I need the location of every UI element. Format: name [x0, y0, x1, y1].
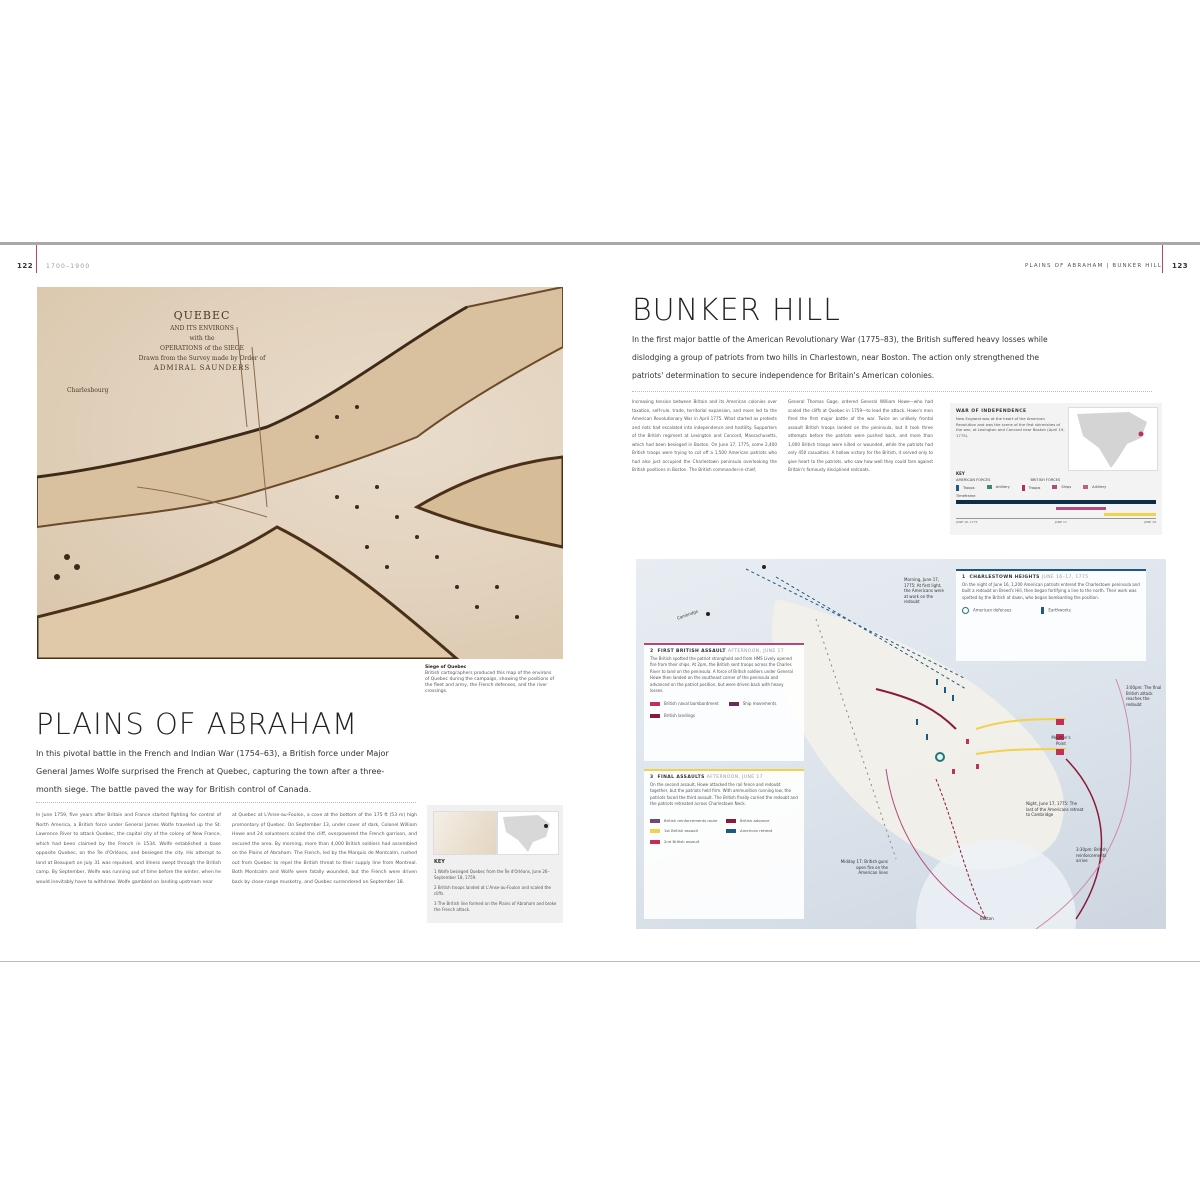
earthworks-icon	[1041, 607, 1044, 614]
second-assault-icon	[650, 840, 660, 844]
body-column-1: In June 1759, five years after Britain and France started fighting for control of North America, a British force under General James Wolfe traveled up the St. Lawrence River to attack Quebec, the capital city of the colony of New France, which had been claimed by the French in 1534. Wolfe established a base opposite Quebec, on the Île d'Orléans, and besieged the city. His attempt to land at Beauport on July 31 was repulsed, and illness swept through the British camp. By September, Wolfe was running out of time before the winter, when he would inevitably have to withdraw. Wolfe gambled on landing upstream near	[36, 813, 221, 885]
locator-map	[1068, 407, 1158, 471]
running-head: 1700–1900	[46, 263, 91, 270]
intro-text: In the first major battle of the American Revolutionary War (1775–83), the British suffered heavy losses while dislodging a group of patriots from two hills in Charlestown, near Boston. The action only strengthened the patriots' determination to secure independence for Britain's American colonies.	[632, 335, 1048, 380]
panel-number: 1	[962, 575, 966, 580]
legend-item	[962, 607, 1011, 614]
british-ships-icon	[1052, 485, 1057, 489]
panel-text: On the second assault, Howe attacked the rail fence and redoubt together, but the patriots held firm. With ammunition running low, the patriots faced the third assault. The British finally carried the redoubt and the patriots retreated across Charlestown Neck.	[650, 781, 798, 806]
timeline-label: Timeframe	[956, 494, 976, 498]
panel-text: On the night of June 16, 1,200 American patriots entered the Charlestown peninsula and built a redoubt on Breed's Hill, then began fortifying a line to the north. Their work was spotted by the British at dawn, who began bombarding the position.	[962, 581, 1140, 600]
key-item	[1052, 485, 1071, 491]
american-troops-icon	[956, 485, 959, 491]
cartouche-line: with the	[189, 335, 215, 342]
body-column-2: General Thomas Gage, ordered General William Howe—who had scaled the cliffs at Quebec in 1759—to lead the attack. Howe's men fired the first major battle of the war. Twice an unlikely frontal assault British troops landed on the peninsula, but it took three attempts before the patriots were pushed back, and more than 1,000 British troops were killed or wounded, while the patriots had only 450 casualties. A hollow victory for the British, it served only to give heart to the patriots, who saw how well they could fare against Britain's famously disciplined redcoats.	[788, 399, 933, 472]
legend-label: American retreat	[740, 828, 773, 833]
page-number: 122	[17, 262, 34, 270]
caption-text: British cartographers produced this map of the environs of Quebec during the campaign, showing the positions of the fleet and army, the French defenses, and the river crossings.	[425, 671, 555, 694]
panel-number: 3	[650, 775, 654, 780]
key-item	[956, 485, 975, 491]
sidebar-key	[434, 859, 558, 913]
legend-label: 2nd British assault	[664, 838, 700, 844]
intro-text: In this pivotal battle in the French and Indian War (1754–63), a British force under Major General James Wolfe surprised the French at Quebec, capturing the town after a three-month siege. The battle paved the way for British control of Canada.	[36, 749, 389, 794]
british-landing-icon	[650, 714, 660, 718]
body-column-1: Increasing tension between Britain and its American colonies over taxation, self-rule, trade, territorial expansion, and more led to the American Revolutionary War in April 1775. What started as protests and riots had escalated into independence and hostility. Supporters of the British regiment at Lexington and Concord, Massachusetts, which had been besieged in Boston. On June 17, 1775, some 2,400 British troops were trying to cut off a 1,500 American patriots who had also just occupied the Charlestown peninsula overlooking the British positions in Boston. The British commander-in-chief,	[632, 399, 777, 472]
key-label: Troops	[963, 486, 975, 490]
timeline-blue	[956, 500, 1156, 504]
book-spread	[0, 242, 1200, 962]
timeline-tick: JUNE 17	[1054, 520, 1067, 524]
panel-date: AFTERNOON, JUNE 17	[706, 775, 763, 780]
legend-label: British reinforcements route	[664, 817, 718, 823]
quebec-historic-map	[37, 287, 563, 659]
running-head: PLAINS OF ABRAHAM | BUNKER HILL	[1024, 263, 1162, 269]
place-label: Cambridge	[676, 608, 699, 621]
sidebar-text: New England was at the heart of the American Revolution and was the scene of the first skirmishes of the war, at Lexington and Concord near Boston (April 19, 1775).	[956, 416, 1065, 438]
reinforcement-route-icon	[650, 819, 660, 823]
british-advance-icon	[726, 819, 736, 823]
locator-map	[497, 811, 559, 855]
legend-label: Earthworks	[1048, 607, 1071, 613]
british-troops-icon	[1022, 485, 1025, 491]
key-group-label: BRITISH FORCES	[1030, 478, 1061, 482]
key-item: 3 The British line formed on the Plains of Abraham and broke the French attack.	[434, 901, 557, 912]
cartouche-line: AND ITS ENVIRONS	[170, 325, 234, 332]
panel-number: 2	[650, 649, 654, 654]
detail-thumbnail	[433, 811, 497, 855]
sidebar-key	[956, 471, 1156, 526]
page-number: 123	[1172, 262, 1189, 270]
legend-item	[650, 839, 722, 846]
map-label: Charlesbourg	[67, 387, 109, 394]
legend-label: British naval bombardment	[664, 700, 719, 706]
locator-sidebar	[427, 805, 563, 923]
panel-first-assault	[644, 643, 804, 761]
cartouche-line: Drawn from the Survey made by Order of	[138, 355, 266, 362]
cartouche-title: QUEBEC	[173, 309, 231, 322]
american-artillery-icon	[987, 485, 992, 489]
panel-final-assaults	[644, 769, 804, 919]
american-retreat-icon	[726, 829, 736, 833]
legend-label: British landings	[664, 713, 695, 718]
annotation-night: Night, June 17, 1775: The last of the Americans retreat to Cambridge	[1026, 801, 1084, 817]
page-title: BUNKER HILL	[632, 293, 841, 328]
legend-item	[729, 701, 777, 708]
legend-item	[650, 828, 722, 835]
british-artillery-icon	[1083, 485, 1088, 489]
annotation-morning: Morning, June 17, 1775: At first light, the Americans were at work on the redoubt	[904, 577, 944, 604]
bunker-hill-battle-map	[636, 559, 1166, 929]
place-label: Boston	[980, 916, 994, 921]
key-label: Artillery	[995, 485, 1010, 489]
key-label: Artillery	[1092, 485, 1107, 489]
legend-item	[650, 818, 722, 825]
key-label: Ships	[1061, 485, 1072, 489]
map-cartouche	[92, 309, 312, 372]
panel-text: The British spotted the patriot stronghold and from HMS Lively opened fire from their ships. At 2pm, the British sent troops across the Charles River to land on the peninsula. A force of British soldiers under General Howe then landed on the southeast corner of the peninsula and advanced on the patriot position, but were driven back with heavy losses.	[650, 655, 793, 693]
panel-date: AFTERNOON, JUNE 17	[727, 649, 785, 654]
redoubt-icon	[962, 607, 969, 614]
timeline-bar	[956, 500, 1156, 526]
right-page	[600, 245, 1200, 961]
first-assault-icon	[650, 829, 660, 833]
legend-item	[726, 818, 798, 825]
key-item	[1083, 485, 1106, 491]
key-item: 2 British troops landed at L'Anse-au-Foulon and scaled the cliffs.	[434, 885, 552, 896]
north-america-icon	[498, 812, 558, 854]
timeline-tick: JUNE 18	[1143, 520, 1156, 524]
key-group-label: AMERICAN FORCES	[956, 478, 991, 482]
timeline-pink	[1056, 507, 1106, 510]
sidebar-title: WAR OF INDEPENDENCE	[956, 409, 1027, 414]
legend-item	[650, 701, 719, 708]
panel-heading: CHARLESTOWN HEIGHTS	[969, 575, 1040, 580]
timeline-yellow	[1104, 513, 1156, 516]
panel-date: JUNE 16–17, 1775	[1041, 575, 1089, 580]
divider	[36, 802, 416, 804]
divider	[632, 391, 1152, 393]
war-of-independence-sidebar	[950, 403, 1162, 535]
legend-label: British advance	[740, 817, 770, 823]
ship-movement-icon	[729, 702, 739, 706]
place-label: Moulton's Point	[1051, 735, 1071, 746]
key-label: Troops	[1028, 486, 1041, 490]
annotation-3pm: 3:00pm: The final British attack reaches the redoubt	[1126, 685, 1162, 707]
panel-heading: FINAL ASSAULTS	[657, 775, 705, 780]
key-item	[1022, 485, 1041, 491]
legend-item	[726, 828, 798, 835]
body-column-2: at Quebec at L'Anse-au-Foulon, a cove at the bottom of the 175 ft (53 m) high promontory of Quebec. On September 13, under cover of dark, Colonel William Howe and 24 volunteers scaled the cliff, overpowered the French garrison, and secured the area. By morning, more than 4,000 British soldiers had assembled on the Plains of Abraham. The French, led by the Marquis de Montcalm, rushed out from Quebec to repel the British threat to their supply line from Montreal. Both Montcalm and Wolfe were fatally wounded, but the French were driven back by close-range musketry, and Quebec surrendered on September 18.	[232, 813, 417, 885]
annotation-midday: Midday 17: British guns open fire on the American lines	[840, 859, 888, 875]
map-caption	[425, 665, 555, 695]
panel-charlestown-heights	[956, 569, 1146, 661]
naval-bombardment-icon	[650, 702, 660, 706]
header-rule	[1162, 245, 1163, 273]
north-america-icon	[1069, 408, 1157, 470]
legend-label: Ship movements	[742, 700, 777, 706]
caption-heading: Siege of Quebec	[425, 665, 467, 670]
key-item: 1 Wolfe besieged Quebec from the Île d'Orléans, June 26–September 18, 1759.	[434, 869, 550, 880]
header-rule	[36, 245, 37, 273]
cartouche-line: OPERATIONS of the SIEGE	[160, 345, 244, 352]
left-page	[0, 245, 600, 961]
legend-label: 1st British assault	[664, 828, 699, 833]
legend-item	[650, 713, 695, 720]
key-item	[987, 485, 1010, 491]
annotation-reinforcements: 3:30pm: British reinforcements arrive	[1076, 847, 1107, 863]
legend-item	[1041, 607, 1071, 614]
cartouche-line: ADMIRAL SAUNDERS	[153, 364, 251, 372]
key-title: KEY	[956, 471, 965, 476]
timeline-axis	[956, 518, 1156, 519]
key-title: KEY	[434, 859, 445, 865]
page-title: PLAINS OF ABRAHAM	[36, 707, 359, 741]
legend-label: American defenses	[973, 607, 1012, 613]
panel-heading: FIRST BRITISH ASSAULT	[657, 649, 726, 654]
timeline-tick: JUNE 16, 1775	[956, 520, 978, 524]
